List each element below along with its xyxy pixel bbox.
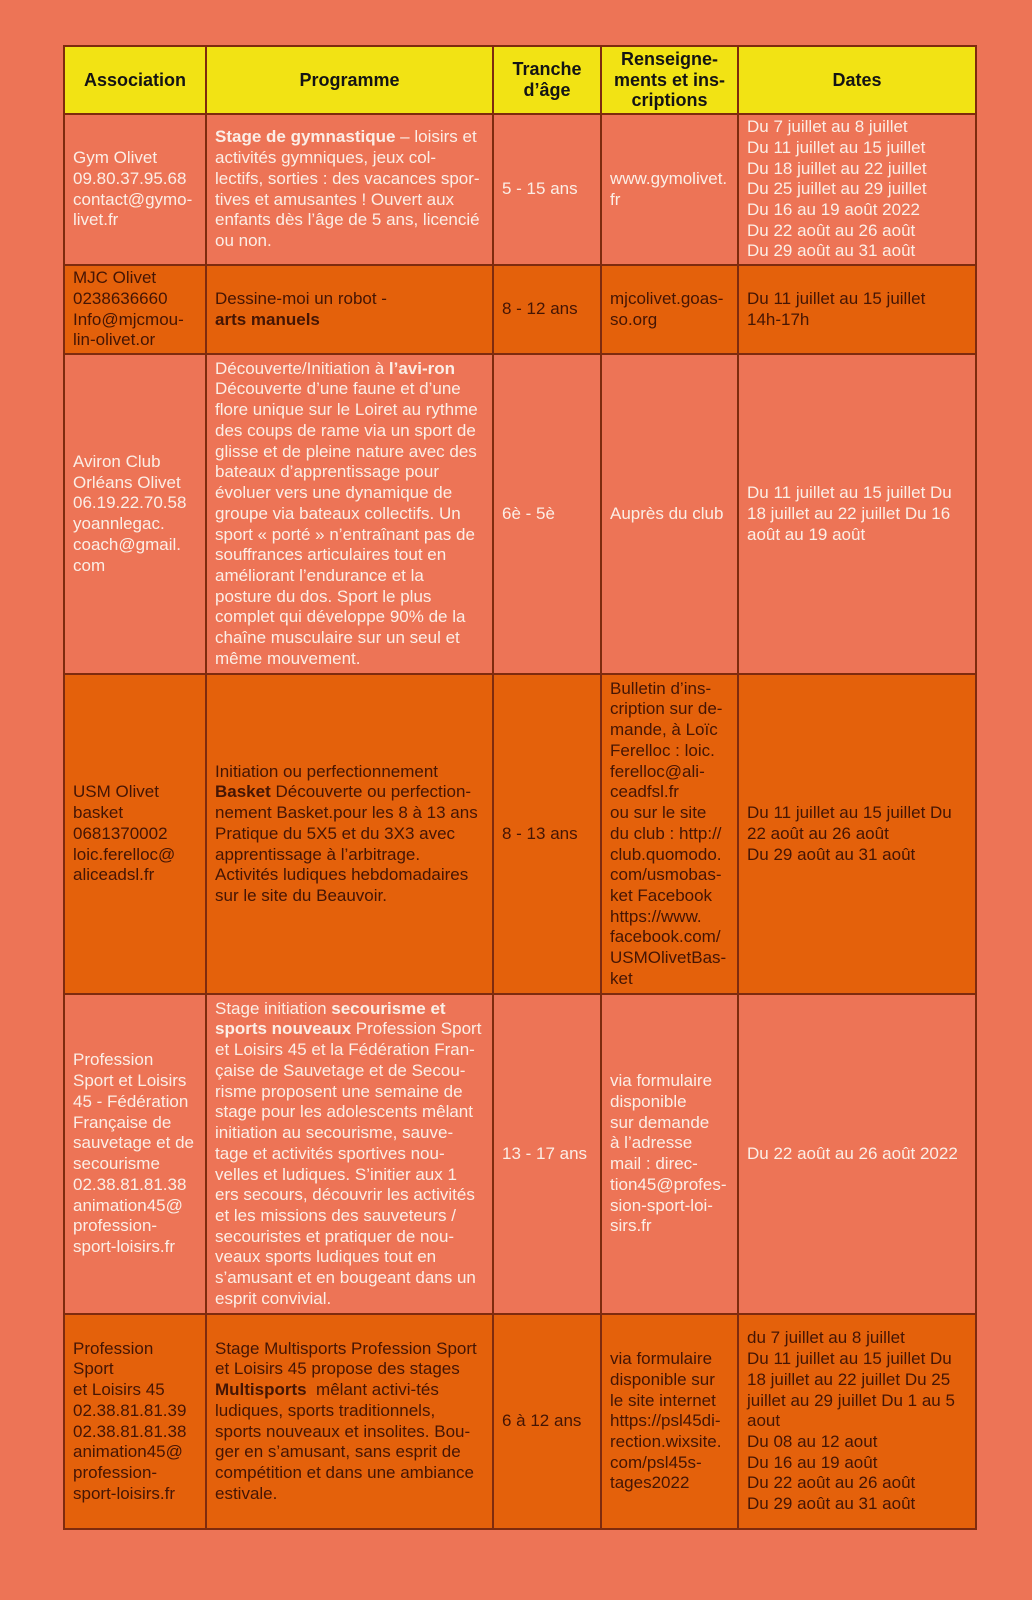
contact-line: sur demande	[610, 1112, 710, 1132]
dates-cell	[738, 354, 976, 674]
dates-line: Du 7 juillet au 8 juillet	[747, 117, 908, 137]
dates-cell	[738, 994, 976, 1314]
dates-line: Du 22 août au 26 août 2022	[747, 1143, 958, 1163]
contact-line: disponible sur	[610, 1369, 715, 1389]
contact-line: facebook.com/	[610, 927, 721, 947]
association-line: Info@mjcmou-	[73, 309, 184, 329]
association-line: Gym Olivet	[73, 148, 158, 168]
association-line: coach@gmail.	[73, 534, 181, 554]
table-header	[64, 46, 976, 114]
association-line: com	[73, 555, 106, 575]
contact-cell	[601, 674, 738, 994]
association-line: secourisme	[73, 1154, 160, 1174]
contact-line: Ferelloc : loic.	[610, 740, 715, 760]
age-value: 6è - 5è	[502, 503, 555, 523]
table-row	[64, 1314, 976, 1529]
programme-segment: mêlant activi-tés ludiques, sports traditionnels, sports nouveaux et insolites. Bou-ger en s’amusant, sans esprit de compétition et dans une ambiance estivale.	[215, 1380, 479, 1503]
dates-line: Du 11 juillet au 15 juillet Du 22 août au 26 août	[747, 803, 957, 843]
age-cell	[493, 1314, 601, 1529]
dates-line: Du 22 août au 26 août	[747, 1473, 916, 1493]
programme-segment: Stage de gymnastique	[215, 127, 396, 147]
association-line: aliceadsl.fr	[73, 865, 155, 885]
dates-line: Du 16 au 19 août 2022	[747, 200, 920, 219]
column-header: Renseigne-ments et ins-criptions	[601, 46, 738, 114]
contact-line: Bulletin d’ins-	[610, 678, 712, 698]
contact-line: mjcolivet.goas-	[610, 288, 724, 308]
contact-line: tages2022	[610, 1473, 690, 1493]
association-line: Aviron Club	[73, 451, 161, 471]
age-cell	[493, 354, 601, 674]
contact-line: com/psl45s-	[610, 1452, 702, 1472]
association-line: livet.fr	[73, 210, 119, 230]
programme-segment: Initiation ou perfectionnement	[215, 761, 443, 781]
contact-line: mande, à Loïc	[610, 720, 718, 740]
contact-line: sirs.fr	[610, 1216, 652, 1236]
contact-line: ceadfsl.fr	[610, 782, 679, 802]
contact-line: ket Facebook	[610, 885, 713, 905]
programme-segment: secourisme et sports nouveaux	[215, 998, 451, 1039]
contact-line: ou sur le site	[610, 803, 707, 823]
dates-line: Du 29 août au 31 août	[747, 844, 916, 864]
association-line: 45 - Fédération	[73, 1091, 189, 1111]
contact-line: https://www.	[610, 906, 702, 926]
dates-line: Du 22 août au 26 août	[747, 220, 916, 240]
association-cell	[64, 114, 206, 265]
dates-line: Du 08 au 12 aout	[747, 1432, 878, 1451]
programme-cell	[206, 994, 493, 1314]
table-body	[64, 114, 976, 1529]
table-row	[64, 674, 976, 994]
association-line: 06.19.22.70.58	[73, 493, 187, 513]
age-cell	[493, 265, 601, 354]
dates-line: Du 18 juillet au 22 juillet	[747, 158, 927, 178]
table-row	[64, 114, 976, 265]
contact-cell	[601, 354, 738, 674]
programme-cell	[206, 114, 493, 265]
contact-line: so.org	[610, 309, 658, 329]
column-header: Association	[64, 46, 206, 114]
contact-line: sion-sport-loi-	[610, 1195, 713, 1215]
association-line: MJC Olivet	[73, 268, 157, 288]
age-value: 8 - 13 ans	[502, 823, 578, 843]
dates-line: Du 11 juillet au 15 juillet	[747, 137, 926, 157]
table-row	[64, 354, 976, 674]
association-line: lin-olivet.or	[73, 330, 156, 350]
dates-line: Du 29 août au 31 août	[747, 1494, 916, 1514]
association-line: animation45@	[73, 1195, 183, 1215]
programme-segment: Profession Sport et Loisirs 45 et la Fédération Fran-çaise de Sauvetage et de Secou-risme proposent une semaine de stage pour les adolescents mêlant initiation au secourisme, sauve-tage et activités sportives nou-velles et ludiques. S’initier aux 1 ers secours, découvrir les activités et les missions des sauveteurs / secouristes et pratiquer de nou-veaux sports ludiques tout en s’amusant et en bougeant dans un esprit convivial.	[215, 1019, 487, 1308]
contact-cell	[601, 1314, 738, 1529]
programme-segment: Multisports	[215, 1380, 307, 1400]
association-line: sport-loisirs.fr	[73, 1483, 176, 1503]
programme-segment: Dessine-moi un robot -	[215, 288, 387, 308]
association-line: sauvetage et de	[73, 1133, 194, 1153]
age-value: 13 - 17 ans	[502, 1143, 588, 1163]
association-line: 02.38.81.81.39	[73, 1400, 187, 1420]
association-cell	[64, 994, 206, 1314]
dates-line: Du 29 août au 31 août	[747, 241, 916, 261]
dates-cell	[738, 265, 976, 354]
contact-line: disponible	[610, 1091, 687, 1111]
programme-cell	[206, 674, 493, 994]
programme-cell	[206, 265, 493, 354]
contact-line: mail : direc-	[610, 1154, 698, 1174]
association-line: basket	[73, 803, 124, 823]
programme-cell	[206, 354, 493, 674]
dates-line: du 7 juillet au 8 juillet	[747, 1328, 905, 1348]
contact-line: com/usmobas-	[610, 865, 722, 885]
programme-segment: arts manuels	[215, 309, 320, 329]
programme-segment: Découverte ou perfection-nement Basket.pour les 8 à 13 ans Pratique du 5X5 et du 3X3 avec apprentissage à l’arbitrage. Activités ludiques hebdomadaires sur le site du Beauvoir.	[215, 782, 483, 905]
association-line: loic.ferelloc@	[73, 844, 176, 864]
programme-segment: Découverte d’une faune et d’une flore unique sur le Loiret au rythme des coups de rame via un sport de glisse et de pleine nature avec des bateaux d’apprentissage pour évoluer vers une dynamique de groupe via bateaux collectifs. Un sport « porté » n’entraînant pas de souffrances articulaires tout en améliorant l’endurance et la posture du dos. Sport le plus complet qui développe 90% de la chaîne musculaire sur un seul et même mouvement.	[215, 358, 483, 668]
dates-line: Du 11 juillet au 15 juillet Du 18 juillet au 22 juillet Du 25 juillet au 29 juillet Du 1 au 5 aout	[747, 1349, 960, 1431]
association-line: Profession	[73, 1050, 154, 1070]
dates-cell	[738, 674, 976, 994]
contact-cell	[601, 114, 738, 265]
contact-line: USMOlivetBas-	[610, 948, 727, 968]
table-row	[64, 994, 976, 1314]
programme-segment: Stage Multisports Profession Sport et Loisirs 45 propose des stages	[215, 1338, 482, 1379]
association-line: 09.80.37.95.68	[73, 168, 187, 188]
programme-segment: l’avi-ron	[388, 358, 456, 378]
table-row	[64, 265, 976, 354]
association-line: Profession Sport	[73, 1338, 159, 1379]
association-cell	[64, 1314, 206, 1529]
contact-line: www.gymolivet.	[610, 168, 728, 188]
column-header: Tranche d’âge	[493, 46, 601, 114]
contact-line: via formulaire	[610, 1349, 713, 1369]
contact-line: du club : http://	[610, 823, 722, 843]
association-cell	[64, 265, 206, 354]
contact-line: le site internet	[610, 1390, 716, 1410]
association-line: animation45@	[73, 1442, 183, 1462]
dates-cell	[738, 1314, 976, 1529]
programme-segment: Stage initiation	[215, 998, 332, 1018]
contact-line: fr	[610, 189, 621, 209]
contact-cell	[601, 265, 738, 354]
contact-line: cription sur de-	[610, 699, 723, 719]
column-header: Programme	[206, 46, 493, 114]
programme-cell	[206, 1314, 493, 1529]
association-line: profession-	[73, 1463, 158, 1483]
age-value: 5 - 15 ans	[502, 179, 578, 199]
age-cell	[493, 674, 601, 994]
dates-line: Du 11 juillet au 15 juillet	[747, 288, 926, 308]
programme-segment: Basket	[215, 782, 271, 802]
association-line: Orléans Olivet	[73, 472, 181, 492]
age-cell	[493, 114, 601, 265]
contact-line: tion45@profes-	[610, 1174, 727, 1194]
association-line: 02.38.81.81.38	[73, 1421, 187, 1441]
association-cell	[64, 674, 206, 994]
dates-line: Du 16 au 19 août	[747, 1452, 878, 1472]
association-line: USM Olivet	[73, 782, 159, 802]
association-line: 0238636660	[73, 288, 168, 308]
contact-line: ket	[610, 968, 633, 988]
contact-line: club.quomodo.	[610, 844, 722, 864]
association-cell	[64, 354, 206, 674]
contact-line: rection.wixsite.	[610, 1432, 722, 1451]
association-line: profession-	[73, 1216, 158, 1236]
column-header: Dates	[738, 46, 976, 114]
age-cell	[493, 994, 601, 1314]
dates-line: Du 25 juillet au 29 juillet	[747, 179, 927, 199]
association-line: contact@gymo-	[73, 189, 193, 209]
programme-segment: – loisirs et activités gymniques, jeux col-lectifs, sorties : des vacances spor-tives et amusantes ! Ouvert aux enfants dès l’âge de 5 ans, licencié ou non.	[215, 127, 487, 251]
dates-cell	[738, 114, 976, 265]
programme-segment: Découverte/Initiation à	[215, 358, 389, 378]
contact-line: via formulaire	[610, 1071, 713, 1091]
association-line: sport-loisirs.fr	[73, 1237, 176, 1257]
contact-cell	[601, 994, 738, 1314]
header-row	[64, 46, 976, 114]
dates-line: 14h-17h	[747, 309, 810, 329]
association-line: yoannlegac.	[73, 514, 165, 534]
contact-line: à l’adresse	[610, 1133, 693, 1153]
age-value: 6 à 12 ans	[502, 1411, 582, 1431]
age-value: 8 - 12 ans	[502, 299, 578, 319]
contact-line: ferelloc@ali-	[610, 761, 705, 781]
association-line: Sport et Loisirs	[73, 1071, 187, 1091]
association-line: 02.38.81.81.38	[73, 1174, 187, 1194]
association-line: Française de	[73, 1112, 172, 1132]
contact-line: https://psl45di-	[610, 1411, 721, 1431]
dates-line: Du 11 juillet au 15 juillet Du 18 juillet au 22 juillet Du 16 août au 19 août	[747, 483, 957, 544]
association-line: et Loisirs 45	[73, 1380, 165, 1400]
activities-table	[63, 45, 977, 1530]
association-line: 0681370002	[73, 823, 168, 843]
contact-line: Auprès du club	[610, 503, 724, 523]
